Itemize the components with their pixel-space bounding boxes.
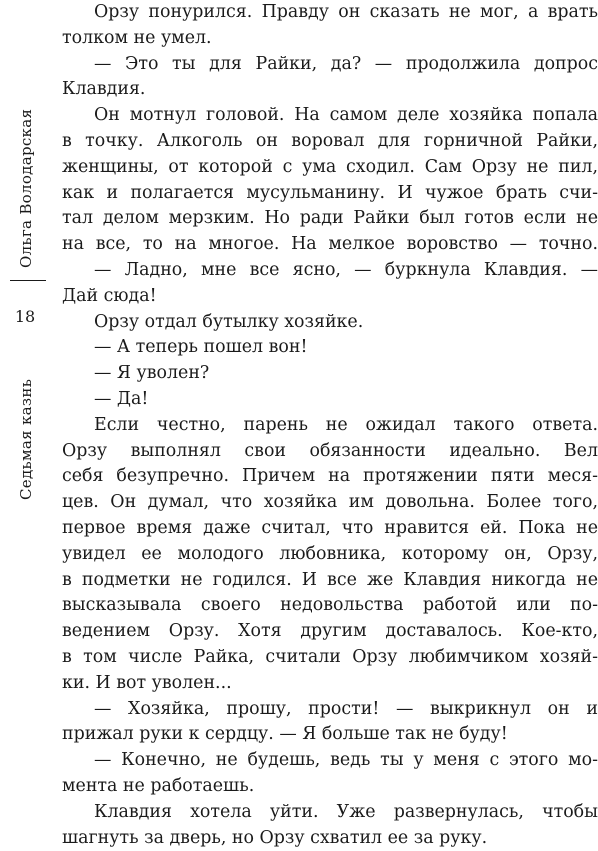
text-line: Клавдия хотела уйти. Уже развернулась, чтобы — [62, 800, 598, 826]
text-line: — Конечно, не будешь, ведь ты у меня с этого мо- — [62, 748, 598, 774]
text-line: шагнуть за дверь, но Орзу схватил ее за руку. — [62, 826, 598, 851]
text-line: мента не работаешь. — [62, 774, 598, 800]
text-line: цев. Он думал, что хозяйка им довольна. Более того, — [62, 490, 598, 516]
text-line: — А теперь пошел вон! — [62, 335, 598, 361]
text-line: — Хозяйка, прошу, прости! — выкрикнул он и — [62, 697, 598, 723]
text-line: себя безупречно. Причем на протяжении пяти меся- — [62, 464, 598, 490]
text-line: Орзу понурился. Правду он сказать не мог, а врать — [62, 0, 598, 26]
text-line: — Это ты для Райки, да? — продолжила допрос — [62, 52, 598, 78]
text-line: — Да! — [62, 387, 598, 413]
text-line: на все, то на многое. На мелкое воровство — точно. — [62, 232, 598, 258]
text-line: ки. И вот уволен... — [62, 671, 598, 697]
text-line: тал делом мерзким. Но ради Райки был готов если не — [62, 206, 598, 232]
margin-divider — [10, 280, 46, 281]
text-line: Клавдия. — [62, 77, 598, 103]
text-line: ведением Орзу. Хотя другим доставалось. Кое-кто, — [62, 619, 598, 645]
text-line: в точку. Алкоголь он воровал для горничной Райки, — [62, 129, 598, 155]
text-line: первое время даже считал, что нравится ей. Пока не — [62, 516, 598, 542]
text-line: высказывала своего недовольства работой или по- — [62, 593, 598, 619]
text-line: толком не умел. — [62, 26, 598, 52]
text-line: Орзу отдал бутылку хозяйке. — [62, 310, 598, 336]
text-line: прижал руки к сердцу. — Я больше так не буду! — [62, 722, 598, 748]
running-head-book-title: Седьмая казнь — [6, 345, 46, 500]
text-line: как и полагается мусульманину. И чужое брать счи- — [62, 181, 598, 207]
text-line: в подметки не годился. И все же Клавдия никогда не — [62, 568, 598, 594]
text-line: Он мотнул головой. На самом деле хозяйка попала — [62, 103, 598, 129]
text-line: Если честно, парень не ожидал такого ответа. — [62, 413, 598, 439]
text-line: увидел ее молодого любовника, которому он, Орзу, — [62, 542, 598, 568]
page-number: 18 — [0, 307, 50, 326]
running-head-author: Ольга Володарская — [6, 88, 46, 268]
text-line: Орзу выполнял свои обязанности идеально. Вел — [62, 439, 598, 465]
text-line: — Ладно, мне все ясно, — буркнула Клавдия. — — [62, 258, 598, 284]
text-line: Дай сюда! — [62, 284, 598, 310]
text-line: женщины, от которой с ума сходил. Сам Орзу не пил, — [62, 155, 598, 181]
body-text — [62, 0, 598, 851]
text-line: в том числе Райка, считали Орзу любимчиком хозяй- — [62, 645, 598, 671]
page-margin — [0, 0, 50, 827]
text-line: — Я уволен? — [62, 361, 598, 387]
